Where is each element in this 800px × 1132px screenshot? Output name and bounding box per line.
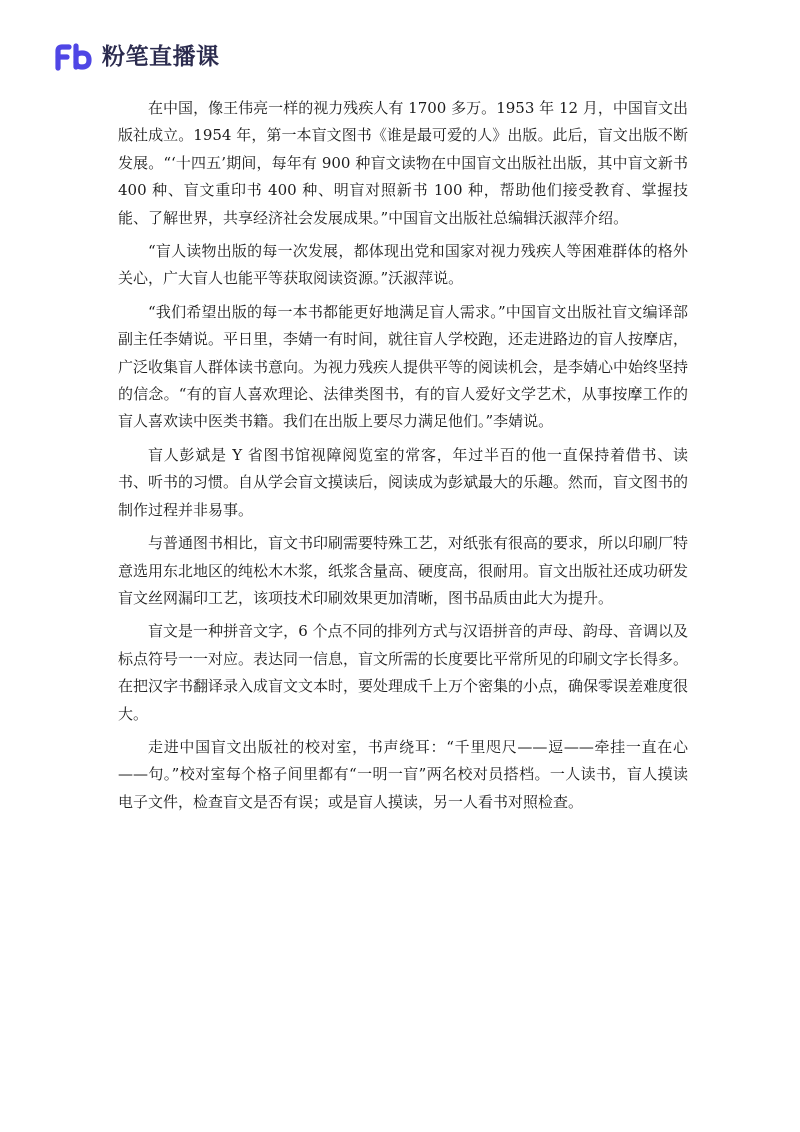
page-header [54, 40, 220, 74]
paragraph: “我们希望出版的每一本书都能更好地满足盲人需求。”中国盲文出版社盲文编译部副主任李婧说。平日里，李婧一有时间，就往盲人学校跑，还走进路边的盲人按摩店，广泛收集盲人群体读书意向。为视力残疾人提供平等的阅读机会，是李婧心中始终坚持的信念。“有的盲人喜欢理论、法律类图书，有的盲人爱好文学艺术，从事按摩工作的盲人喜欢读中医类书籍。我们在出版上要尽力满足他们。”李婧说。 [118, 302, 689, 431]
paragraph: 在中国，像王伟亮一样的视力残疾人有 1700 多万。1953 年 12 月，中国盲文出版社成立。1954 年，第一本盲文图书《谁是最可爱的人》出版。此后，盲文出版不断发展。“‘十四五’期间，每年有 900 种盲文读物在中国盲文出版社出版，其中盲文新书 400 种、盲文重印书 400 种、明盲对照新书 100 种，帮助他们接受教育、掌握技能、了解世界，共享经济社会发展成果。”中国盲文出版社总编辑沃淑萍介绍。 [118, 99, 688, 227]
paragraph: 与普通图书相比，盲文书印刷需要特殊工艺，对纸张有很高的要求，所以印刷厂特意选用东北地区的纯松木木浆，纸浆含量高、硬度高，很耐用。盲文出版社还成功研发盲文丝网漏印工艺，该项技术印刷效果更加清晰，图书品质由此大为提升。 [118, 534, 689, 607]
brand-name: 粉笔直播课 [102, 44, 220, 70]
paragraph: 走进中国盲文出版社的校对室，书声绕耳：“千里咫尺——逗——牵挂一直在心——句。”校对室每个格子间里都有“一明一盲”两名校对员搭档。一人读书，盲人摸读电子文件，检查盲文是否有误；或是盲人摸读，另一人看书对照检查。 [118, 737, 688, 811]
fb-logo-icon [54, 42, 94, 72]
paragraph: 盲人彭斌是 Y 省图书馆视障阅览室的常客，年过半百的他一直保持着借书、读书、听书的习惯。自从学会盲文摸读后，阅读成为彭斌最大的乐趣。然而，盲文图书的制作过程并非易事。 [118, 445, 689, 519]
paragraph: 盲文是一种拼音文字，6 个点不同的排列方式与汉语拼音的声母、韵母、音调以及标点符号一一对应。表达同一信息，盲文所需的长度要比平常所见的印刷文字长得多。在把汉字书翻译录入成盲文文本时，要处理成千上万个密集的小点，确保零误差难度很大。 [118, 622, 689, 723]
paragraph: “盲人读物出版的每一次发展，都体现出党和国家对视力残疾人等困难群体的格外关心，广大盲人也能平等获取阅读资源。”沃淑萍说。 [118, 242, 688, 288]
article-body [118, 95, 688, 822]
